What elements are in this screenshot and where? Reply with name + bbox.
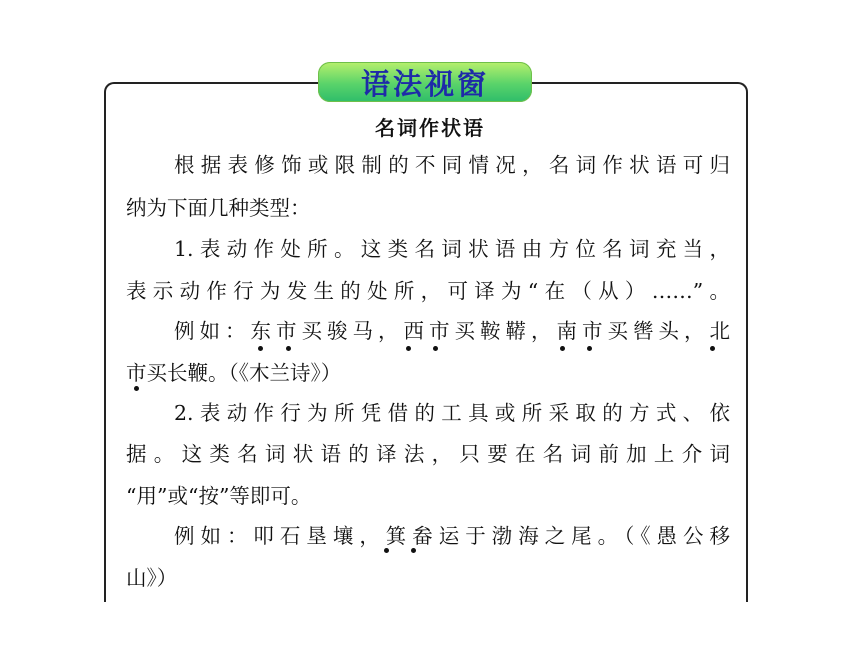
emphasis-dot [384,548,389,553]
emphasis-dot [406,346,411,351]
text-line: 1.表动作处所。这类名词状语由方位名词充当， [174,237,730,261]
emphasis-dot [286,346,291,351]
emphasis-dot [560,346,565,351]
emphasis-dot [258,346,263,351]
text-line: 例如：东市买骏马，西市买鞍鞯，南市买辔头，北 [174,319,730,343]
section-title: 名词作状语 [375,116,485,140]
emphasis-dot [433,346,438,351]
text-line: 表示动作行为发生的处所，可译为“在（从）……”。 [126,279,730,303]
emphasis-dot [134,386,139,391]
text-line: 市买长鞭。（《木兰诗》） [126,361,342,385]
text-line: 山》） [126,566,178,590]
emphasis-dot [710,346,715,351]
text-line: 根据表修饰或限制的不同情况，名词作状语可归 [174,153,730,177]
emphasis-dot [411,548,416,553]
text-line: 纳为下面几种类型： [126,196,311,220]
emphasis-dot [587,346,592,351]
text-line: “用”或“按”等即可。 [126,484,312,508]
text-line: 例如：叩石垦壤，箕畚运于渤海之尾。（《愚公移 [174,524,730,548]
text-line: 2.表动作行为所凭借的工具或所采取的方式、依 [174,401,730,425]
section-badge: 语法视窗 [318,62,532,102]
text-line: 据。这类名词状语的译法，只要在名词前加上介词 [126,442,730,466]
